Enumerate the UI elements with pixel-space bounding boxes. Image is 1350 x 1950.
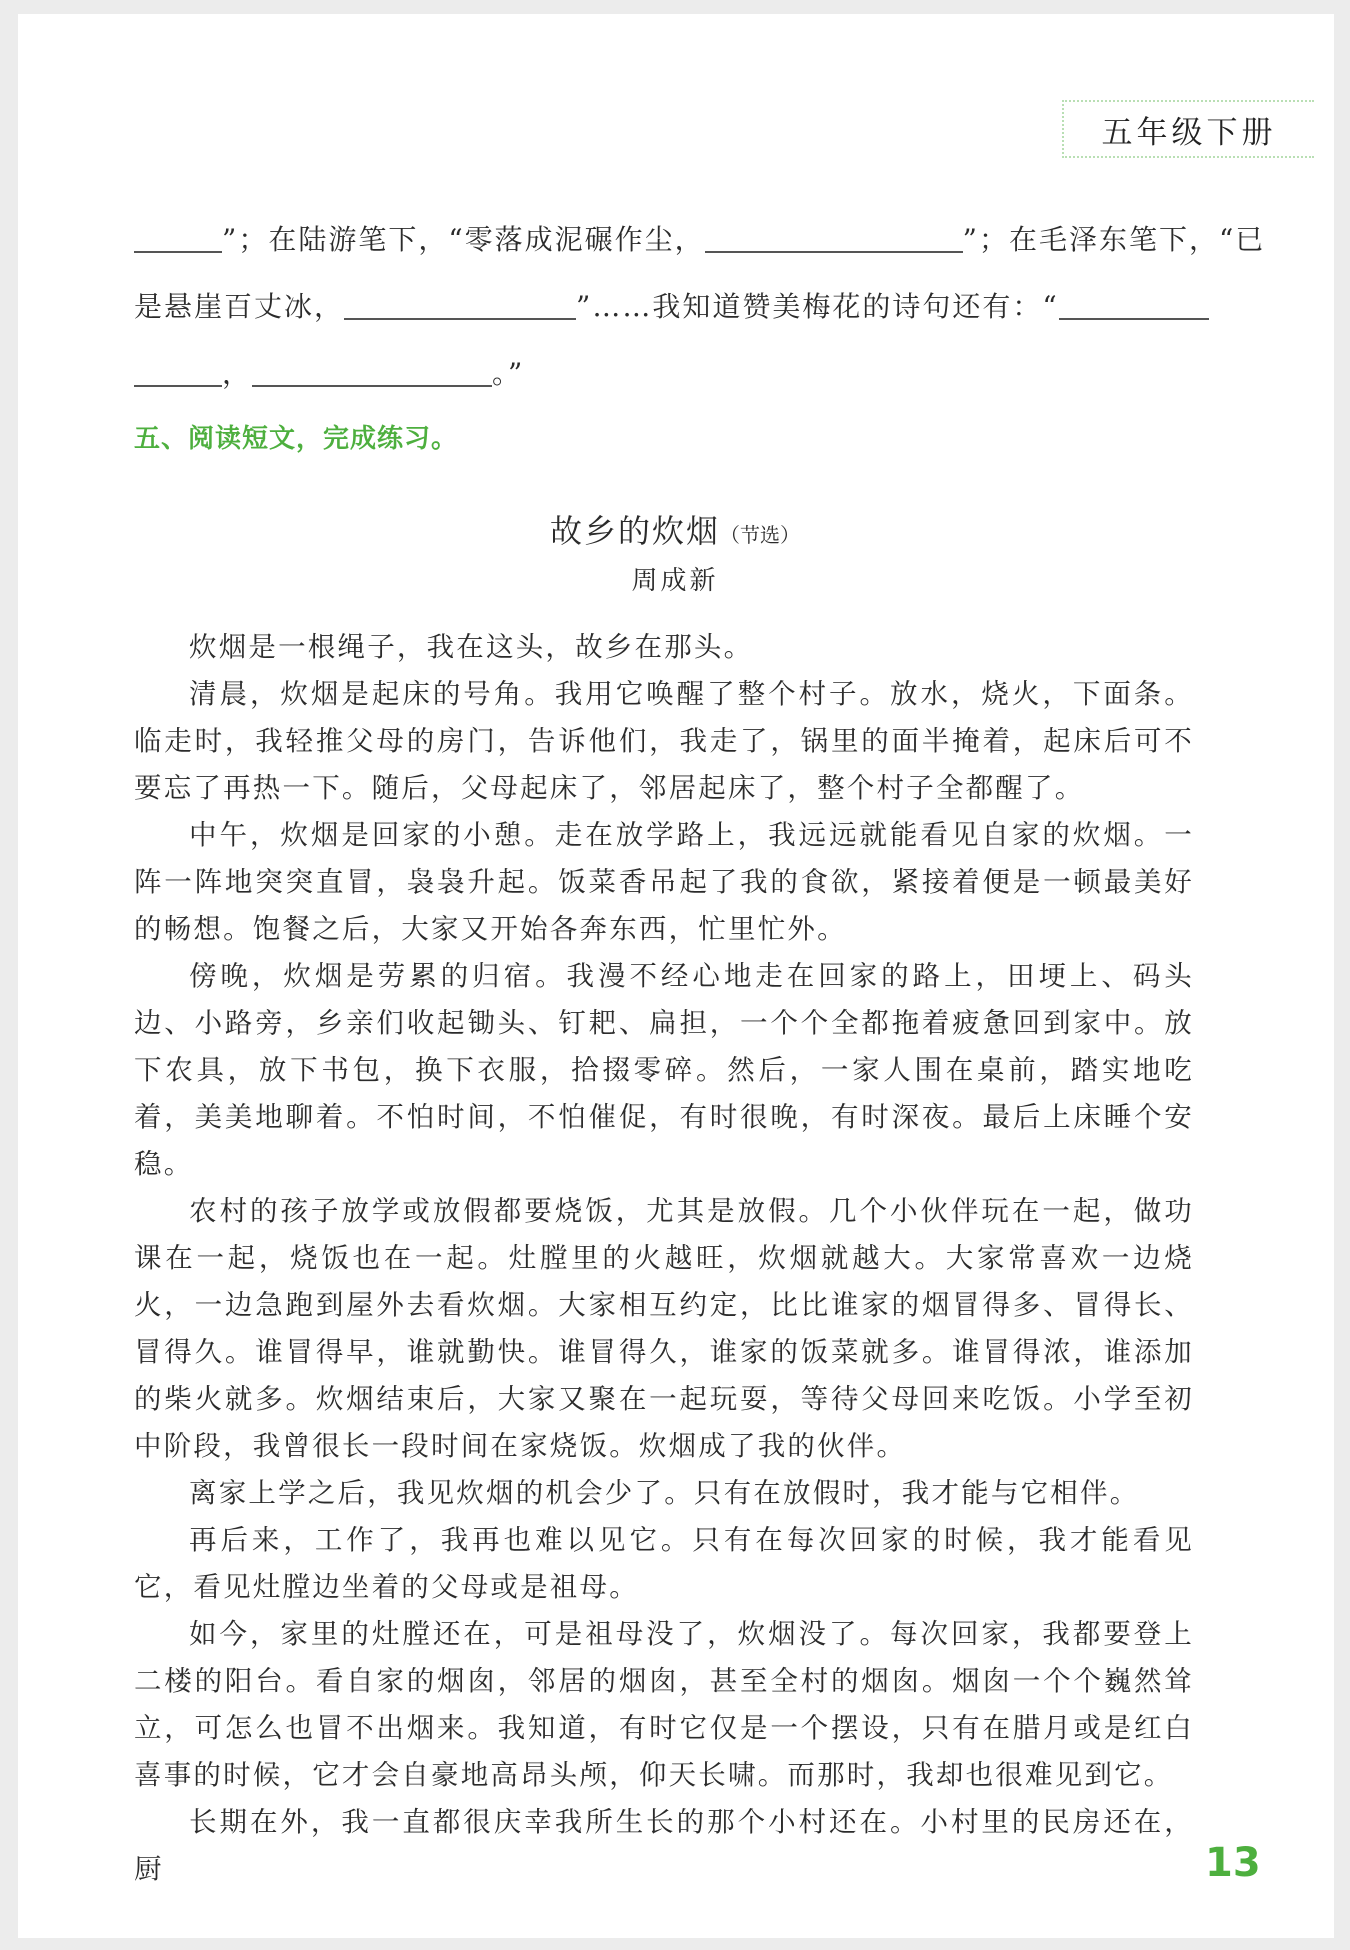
essay-paragraph: 中午，炊烟是回家的小憩。走在放学路上，我远远就能看见自家的炊烟。一阵一阵地突突直冒，袅袅升起。饭菜香吊起了我的食欲，紧接着便是一顿最美好的畅想。饱餐之后，大家又开始各奔东西，忙里忙外。	[134, 819, 1194, 945]
fill-in-line-2	[134, 285, 1209, 325]
essay-paragraph: 傍晚，炊烟是劳累的归宿。我漫不经心地走在回家的路上，田埂上、码头边、小路旁，乡亲们收起锄头、钉耙、扁担，一个个全都拖着疲惫回到家中。放下农具，放下书包，换下衣服，拾掇零碎。然后，一家人围在桌前，踏实地吃着，美美地聊着。不怕时间，不怕催促，有时很晚，有时深夜。最后上床睡个安稳。	[134, 960, 1194, 1180]
essay-paragraph: 再后来，工作了，我再也难以见它。只有在每次回家的时候，我才能看见它，看见灶膛边坐着的父母或是祖母。	[134, 1524, 1194, 1603]
grade-label: 五年级下册	[1062, 100, 1314, 158]
fill-in-text: ，	[222, 357, 253, 390]
essay-title-note: （节选）	[720, 523, 800, 547]
section-title: 五、阅读短文，完成练习。	[134, 424, 459, 454]
essay-title	[0, 506, 1350, 552]
answer-blank[interactable]	[134, 223, 222, 253]
essay-author: 周成新	[631, 566, 719, 596]
answer-blank[interactable]	[1059, 290, 1209, 320]
fill-in-text: ”；在毛泽东笔下，“已	[962, 223, 1266, 256]
essay-paragraph: 炊烟是一根绳子，我在这头，故乡在那头。	[189, 631, 754, 663]
fill-in-text: ”；在陆游笔下，“零落成泥碾作尘，	[222, 223, 705, 256]
essay-body	[134, 624, 1194, 1893]
essay-paragraph: 农村的孩子放学或放假都要烧饭，尤其是放假。几个小伙伴玩在一起，做功课在一起，烧饭也在一起。灶膛里的火越旺，炊烟就越大。大家常喜欢一边烧火，一边急跑到屋外去看炊烟。大家相互约定，比比谁家的烟冒得多、冒得长、冒得久。谁冒得早，谁就勤快。谁冒得久，谁家的饭菜就多。谁冒得浓，谁添加的柴火就多。炊烟结束后，大家又聚在一起玩耍，等待父母回来吃饭。小学至初中阶段，我曾很长一段时间在家烧饭。炊烟成了我的伙伴。	[134, 1195, 1194, 1462]
fill-in-line-3	[134, 352, 524, 392]
fill-in-text: 是悬崖百丈冰，	[134, 290, 345, 323]
essay-paragraph: 离家上学之后，我见炊烟的机会少了。只有在放假时，我才能与它相伴。	[189, 1477, 1140, 1509]
essay-title-text: 故乡的炊烟	[549, 512, 720, 550]
answer-blank[interactable]	[344, 290, 576, 320]
essay-paragraph: 清晨，炊烟是起床的号角。我用它唤醒了整个村子。放水，烧火，下面条。临走时，我轻推父母的房门，告诉他们，我走了，锅里的面半掩着，起床后可不要忘了再热一下。随后，父母起床了，邻居起床了，整个村子全都醒了。	[134, 678, 1194, 804]
answer-blank[interactable]	[252, 357, 492, 387]
essay-paragraph: 如今，家里的灶膛还在，可是祖母没了，炊烟没了。每次回家，我都要登上二楼的阳台。看自家的烟囱，邻居的烟囱，甚至全村的烟囱。烟囱一个个巍然耸立，可怎么也冒不出烟来。我知道，有时它仅是一个摆设，只有在腊月或是红白喜事的时候，它才会自豪地高昂头颅，仰天长啸。而那时，我却也很难见到它。	[134, 1618, 1194, 1791]
fill-in-text: 。”	[492, 357, 525, 390]
fill-in-line-1	[134, 218, 1265, 258]
answer-blank[interactable]	[134, 357, 222, 387]
essay-paragraph: 长期在外，我一直都很庆幸我所生长的那个小村还在。小村里的民房还在，厨	[134, 1806, 1194, 1885]
answer-blank[interactable]	[705, 223, 963, 253]
fill-in-text: ”……我知道赞美梅花的诗句还有：“	[576, 290, 1059, 323]
page-number: 13	[1205, 1840, 1261, 1886]
